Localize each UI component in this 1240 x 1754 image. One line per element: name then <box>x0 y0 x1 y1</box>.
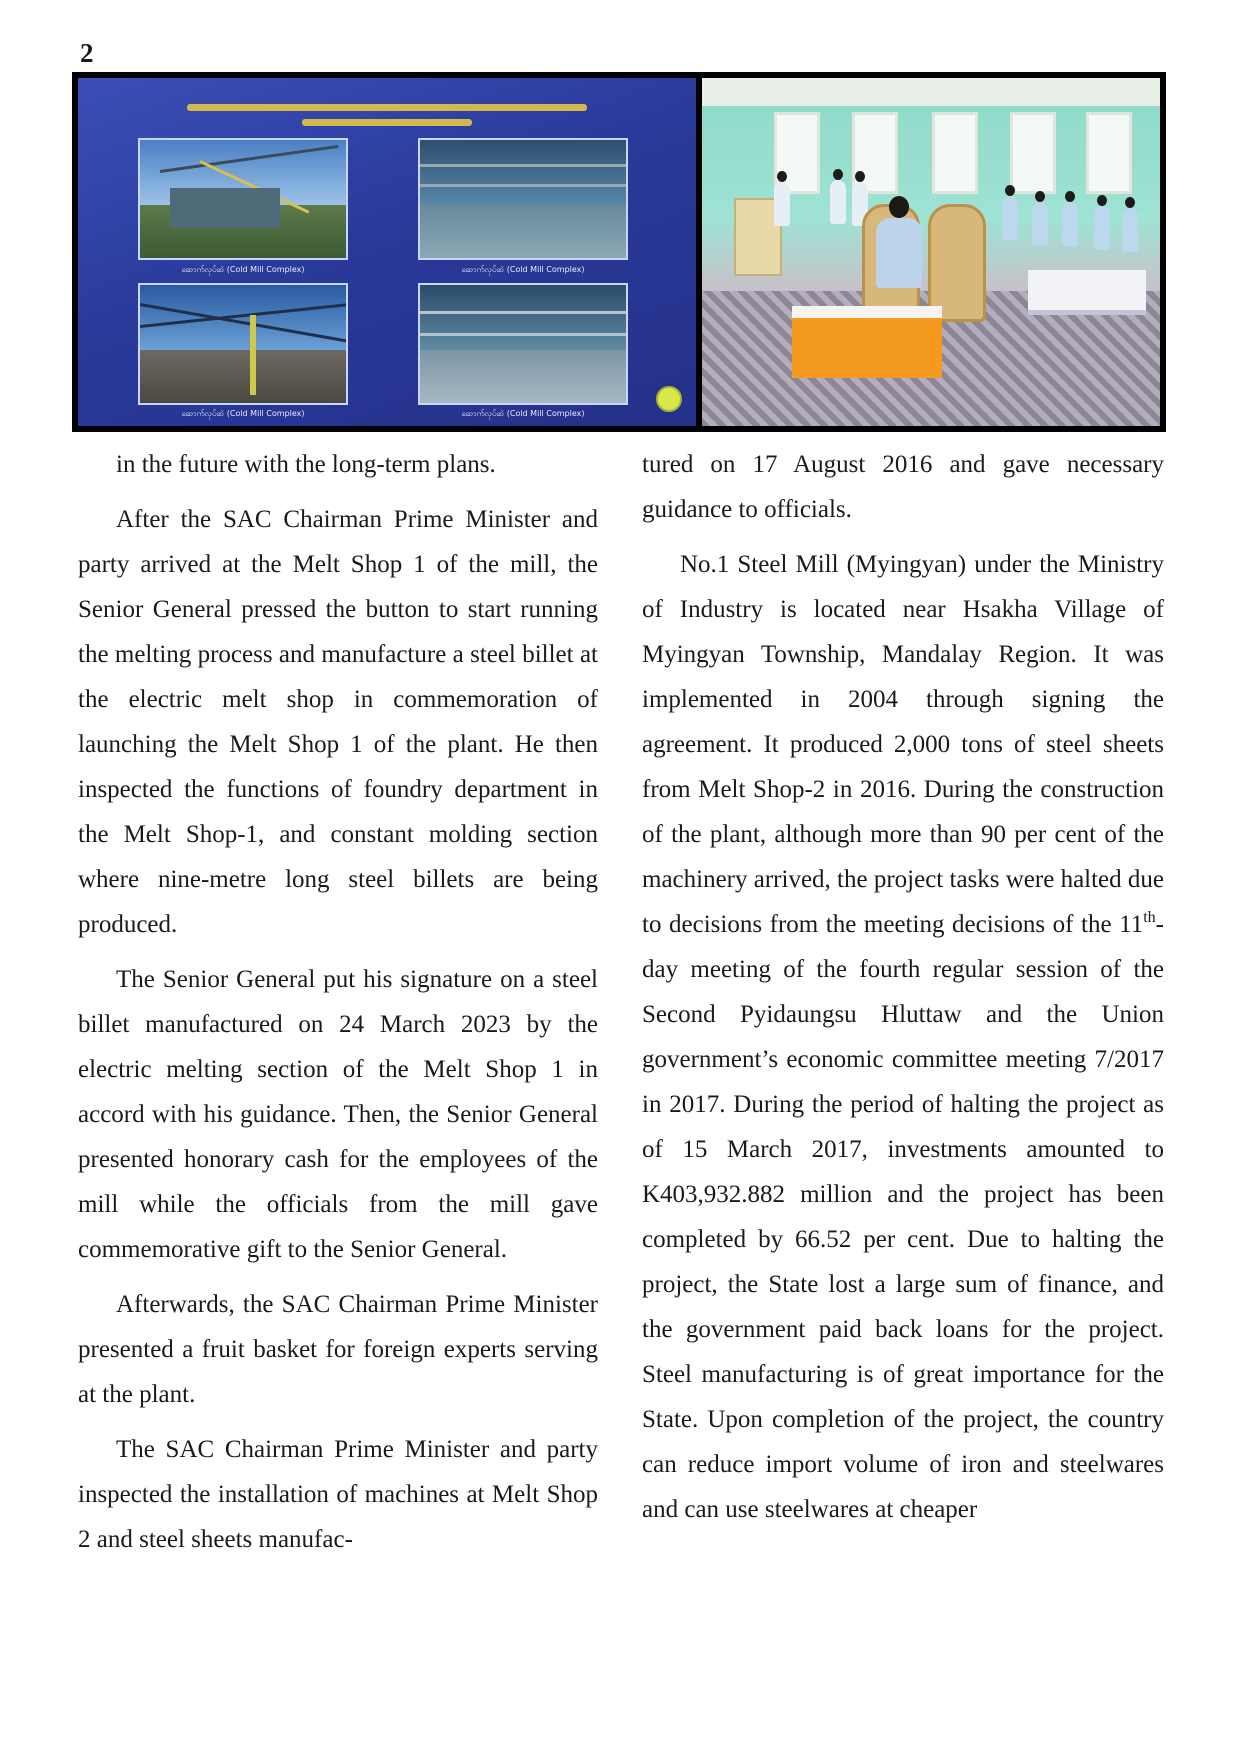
photo-strip <box>72 72 1166 432</box>
slide-title-line-2 <box>302 119 472 126</box>
window <box>1086 112 1132 194</box>
ornate-chair <box>928 204 986 322</box>
ordinal-superscript: th <box>1143 909 1156 926</box>
paragraph: Afterwards, the SAC Chairman Prime Minister presented a fruit basket for foreign experts serving at the plant. <box>78 1291 598 1408</box>
slide-caption-1: ဆောက်လုပ်ဆဲ (Cold Mill Complex) <box>181 265 305 274</box>
slide-title <box>118 96 656 134</box>
presentation-slide-photo <box>78 78 696 426</box>
meeting-hall-photo <box>702 78 1160 426</box>
speaker-person <box>774 182 790 226</box>
slide-construction-photo-2 <box>418 138 628 260</box>
slide-construction-photo-3 <box>138 283 348 405</box>
side-table <box>1028 270 1146 315</box>
window <box>932 112 978 194</box>
page-number: 2 <box>80 38 94 68</box>
seated-person <box>1032 202 1048 246</box>
seated-official <box>876 218 922 288</box>
seated-person <box>1094 206 1110 250</box>
seated-person <box>1002 196 1018 240</box>
slide-construction-photo-4 <box>418 283 628 405</box>
paragraph: in the future with the long-term plans. <box>116 451 496 478</box>
standing-person <box>830 180 846 224</box>
seated-person <box>1122 208 1138 252</box>
slide-caption-2: ဆောက်လုပ်ဆဲ (Cold Mill Complex) <box>461 265 585 274</box>
ceiling <box>702 78 1160 106</box>
paragraph-text: No.1 Steel Mill (Myingyan) under the Ministry of Industry is located near Hsakha Village of Myingyan Township, Mandalay Region. It was implemented in 2004 through signing the agreement. It produced 2,000 tons of steel sheets from Melt Shop-2 in 2016. During the construction of the plant, although more than 90 per cent of the machinery arrived, the project tasks were halted due to decisions from the meeting decisions of the 11 <box>642 551 1164 938</box>
front-table <box>792 306 942 378</box>
right-column <box>642 442 1164 1542</box>
paragraph: The Senior General put his signature on a steel billet manufactured on 24 March 2023 by the electric melting section of the Melt Shop 1 in accord with his guidance. Then, the Senior General presented honorary cash for the employees of the mill while the officials from the mill gave commemorative gift to the Senior General. <box>78 966 598 1263</box>
slide-marker-dot <box>656 386 682 412</box>
paragraph <box>642 542 1164 1532</box>
slide-caption-4: ဆောက်လုပ်ဆဲ (Cold Mill Complex) <box>461 409 585 418</box>
window <box>1010 112 1056 194</box>
left-column <box>78 442 598 1572</box>
paragraph: tured on 17 August 2016 and gave necessary guidance to officials. <box>642 451 1164 523</box>
slide-construction-photo-1 <box>138 138 348 260</box>
paragraph-text: -day meeting of the fourth regular session of the Second Pyidaungsu Hluttaw and the Union government’s economic committee meeting 7/2017 in 2017. During the period of halting the project as of 15 March 2017, investments amounted to K403,932.882 million and the project has been completed by 66.52 per cent. Due to halting the project, the State lost a large sum of finance, and the government paid back loans for the project. Steel manufacturing is of great importance for the State. Upon completion of the project, the country can reduce import volume of iron and steelwares and can use steelwares at cheaper <box>642 911 1164 1523</box>
slide-caption-3: ဆောက်လုပ်ဆဲ (Cold Mill Complex) <box>181 409 305 418</box>
paragraph: The SAC Chairman Prime Minister and party inspected the installation of machines at Melt Shop 2 and steel sheets manufac- <box>78 1436 598 1553</box>
slide-title-line-1 <box>187 104 587 111</box>
paragraph: After the SAC Chairman Prime Minister and party arrived at the Melt Shop 1 of the mill, the Senior General pressed the button to start running the melting process and manufacture a steel billet at the electric melt shop in commemoration of launching the Melt Shop 1 of the plant. He then inspected the functions of foundry department in the Melt Shop-1, and constant molding section where nine-metre long steel billets are being produced. <box>78 506 598 938</box>
seated-person <box>1062 202 1078 246</box>
